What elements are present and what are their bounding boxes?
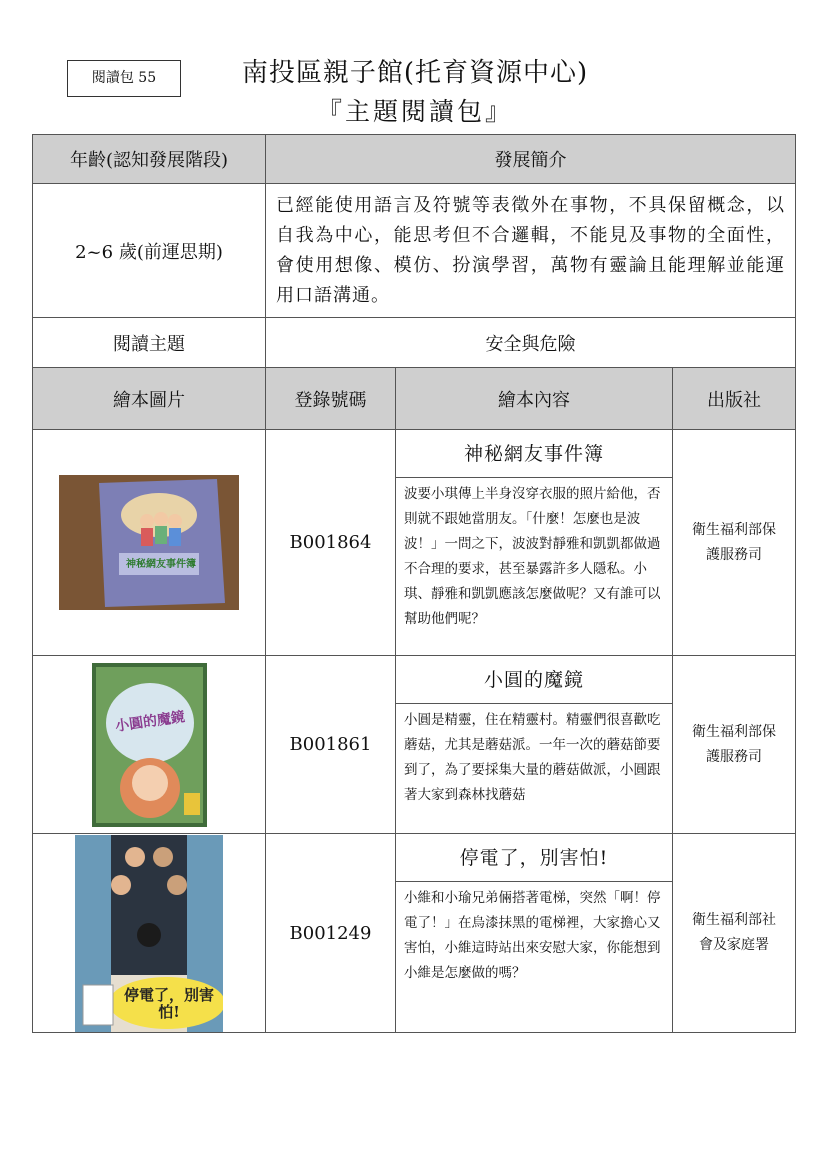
book-title: 神秘網友事件簿 [396, 430, 672, 478]
book-title: 小圓的魔鏡 [396, 656, 672, 704]
book-cover-illustration [59, 475, 239, 610]
table-row [33, 656, 796, 834]
book-code: B001861 [266, 656, 396, 834]
theme-value: 安全與危險 [266, 318, 796, 368]
development-header: 發展簡介 [266, 135, 796, 184]
age-header: 年齡(認知發展階段) [33, 135, 266, 184]
page-subtitle: 『主題閱讀包』 [316, 97, 513, 126]
book-content-cell [396, 430, 673, 656]
page-title: 南投區親子館(托育資源中心) [241, 58, 589, 88]
book-code: B001864 [266, 430, 396, 656]
development-description: 已經能使用語言及符號等表徵外在事物，不具保留概念，以自我為中心，能思考但不合邏輯，不能見及事物的全面性，會使用想像、模仿、扮演學習，萬物有靈論且能理解並能運用口語溝通。 [266, 184, 796, 318]
publisher-line: 會及家庭署 [699, 937, 769, 953]
book-content-cell [396, 656, 673, 834]
book-cover-image [59, 475, 239, 610]
book-cover-title: 神秘網友事件簿 [126, 559, 196, 570]
publisher-line: 護服務司 [706, 748, 762, 765]
book-publisher [673, 834, 796, 1033]
column-content-header: 繪本內容 [396, 368, 673, 430]
theme-label: 閱讀主題 [33, 318, 266, 368]
book-summary: 小維和小瑜兄弟倆搭著電梯，突然「啊！停電了！」在烏漆抹黑的電梯裡，大家擔心又害怕，小維這時站出來安慰大家，你能想到小維是怎麼做的嗎？ [404, 890, 661, 981]
book-publisher [673, 656, 796, 834]
column-code-header: 登錄號碼 [266, 368, 396, 430]
age-value: 2~6 歲(前運思期) [33, 184, 266, 318]
publisher-line: 護服務司 [706, 546, 762, 563]
book-image-cell [33, 834, 266, 1033]
book-cover-image [75, 835, 223, 1032]
table-row [33, 834, 796, 1033]
book-title: 停電了，別害怕! [396, 834, 672, 882]
column-image-header: 繪本圖片 [33, 368, 266, 430]
book-image-cell [33, 430, 266, 656]
book-summary: 小圓是精靈，住在精靈村。精靈們很喜歡吃蘑菇，尤其是蘑菇派。一年一次的蘑菇節要到了，為了要採集大量的蘑菇做派，小圓跟著大家到森林找蘑菇 [404, 712, 661, 803]
reading-pack-table [32, 134, 796, 1033]
book-code: B001249 [266, 834, 396, 1033]
book-cover-image [92, 663, 207, 827]
book-content-cell [396, 834, 673, 1033]
reading-pack-label: 閱讀包 55 [67, 60, 181, 97]
book-cover-title: 停電了，別害怕! [123, 985, 214, 1021]
publisher-line: 衛生福利部保 [692, 521, 776, 538]
table-row [33, 430, 796, 656]
book-summary: 波要小琪傳上半身沒穿衣服的照片給他，否則就不跟她當朋友。「什麼！怎麼也是波波！」一問之下，波波對靜雅和凱凱都做過不合理的要求，甚至暴露許多人隱私。小琪、靜雅和凱凱應該怎麼做呢？又有誰可以幫助他們呢？ [404, 486, 661, 627]
publisher-line: 衛生福利部保 [692, 723, 776, 740]
column-publisher-header: 出版社 [673, 368, 796, 430]
publisher-line: 衛生福利部社 [692, 912, 776, 928]
book-image-cell [33, 656, 266, 834]
book-publisher [673, 430, 796, 656]
book-cover-title: 小圓的魔鏡 [113, 708, 186, 735]
book-cover-illustration [92, 663, 207, 827]
